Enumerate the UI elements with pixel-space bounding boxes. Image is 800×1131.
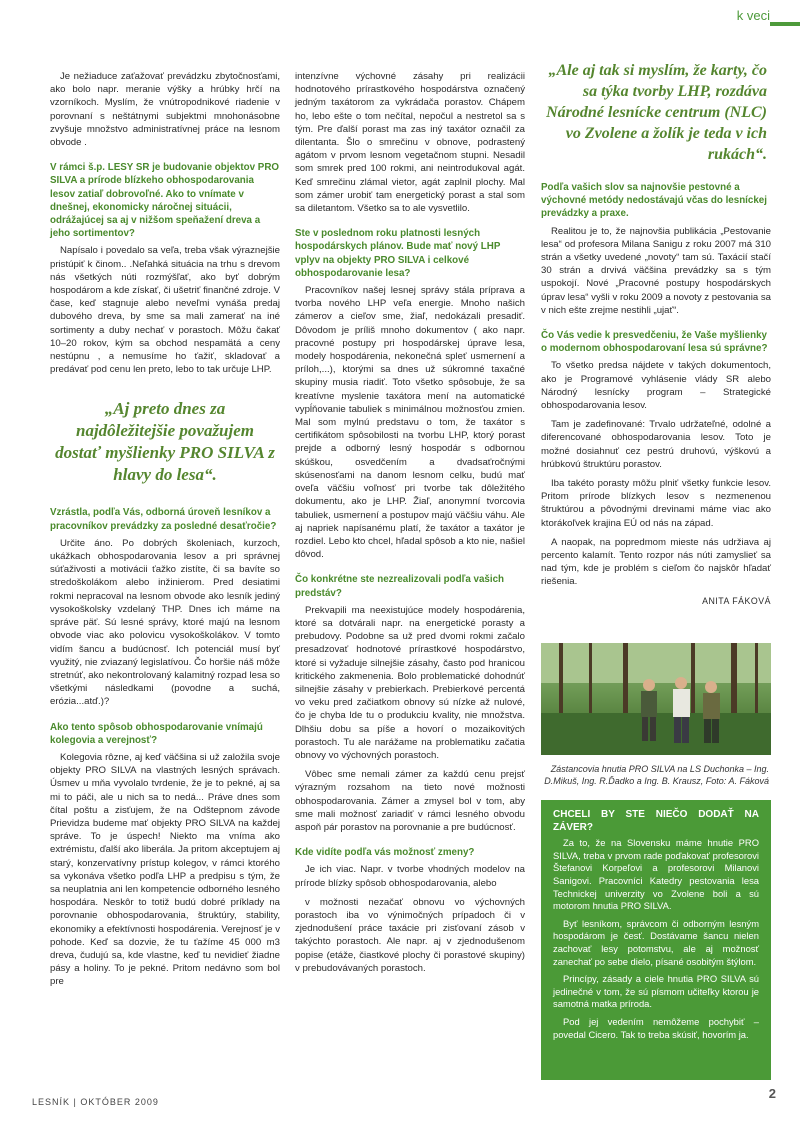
pull-quote: „Ale aj tak si myslím, že karty, čo sa týka tvorby LHP, rozdáva Národné lesnícke centrum (NLC) vo Zvolene a žolík je teda v ich rukách“.	[546, 62, 767, 163]
box-title: CHCELI BY STE NIEČO DODAŤ NA ZÁVER?	[553, 809, 759, 833]
author: ANITA FÁKOVÁ	[702, 595, 771, 606]
question: Podľa vašich slov sa najnovšie pestovné a výchovné metódy nedostávajú včas do lesníckej prevádzky a praxe.	[541, 182, 767, 220]
question: Čo konkrétne ste nezrealizovali podľa vašich predstáv?	[295, 574, 505, 599]
paragraph: Vôbec sme nemali zámer za každú cenu prejsť výrazným rozsahom na tieto nové možnosti obhospodarovania. Zámer a zmysel bol v tom, aby sme mali možnosť zariadiť v rámci lesného obvodu aspoň pár porastov na porovnanie a pre budúcnosť.	[295, 769, 525, 833]
paragraph: Prekvapili ma neexistujúce modely hospodárenia, ktoré sa dotvárali napr. na energetické porasty a prebudovy. Podobne sa už pred dvomi rokmi začalo presadzovať hodnotové prírastkové hospodárstvo, ktoré si vyžaduje silnejšie zásahy, často pod hranicou kritického zakmenenia. Bolo problematické dohodnúť silnejšie zásahy v prebierkach. Prebierkové percentá vo veku pred začiatkom obnovy sú nízke až nulové, čo je chyba lde tu o produkciu kvality, nie množstva. Dlhšiu dobu sa píše a hovorí o mozaikovitých porastoch. Tu ale narážame na problematiku začatia obnovy vo výchovných porastoch.	[295, 604, 525, 761]
question: Ste v poslednom roku platnosti lesných hospodárskych plánov. Bude mať nový LHP vplyv na objekty PRO SILVA i celkové obhospodarovanie lesa?	[295, 228, 501, 279]
box-paragraph: Byť lesníkom, správcom či odborným lesným hospodárom je česť. Dostávame šancu nielen zachovať lesy potomstvu, ale aj možnosť zanechať po sebe dielo, písané osobitým štýlom.	[553, 917, 759, 967]
paragraph: Je nežiaduce zaťažovať prevádzku zbytočnosťami, ako bolo napr. meranie výšky a hrúbky hrčí na vzorníkoch. Myslím, že vnútropodnikové riadenie v porovnaní s neštátnymi subjektmi mnohonásobne zvyšuje množstvo administratívnej práce na lesnom obvode .	[50, 71, 280, 149]
paragraph: Je ich viac. Napr. v tvorbe vhodných modelov na prírode blízky spôsob obhospodarovania, alebo	[295, 864, 525, 889]
question: V rámci š.p. LESY SR je budovanie objektov PRO SILVA a prírode blízkeho obhospodarovania lesov zatiaľ dobrovoľné. Ako to vnímate v dnešnej, ekonomicky náročnej situácii, odrážajúcej sa aj v nižšom speňažení dreva a jeho sortimentov?	[50, 162, 280, 240]
section-tag	[737, 8, 770, 23]
paragraph: To všetko predsa nájdete v takých dokumentoch, ako je Programové vyhlásenie vlády SR alebo Národný lesnícky program – Strategické obhospodarovania lesov.	[541, 360, 771, 412]
paragraph: intenzívne výchovné zásahy pri realizácii hodnotového prírastkového hospodárstva označený jedným taxátorom za vykrádača porastov. Chápem ho, lebo ešte o tom nečítal, nepočul a nestretol sa s tým. Pre ďalší porast ma zas iný taxátor označil za dilentanta. Šlo o smrečinu v obnove, podrastený agátom v prvom lesnom vegetačnom stupni. Nesadil som smrek pred 100 rokmi, ani neintrodukoval agát. Keď smrečinu zlámal vietor, agát zaplnil plochy. Mal som zámer urobiť tam energetický porast a stal som sa diletantom. Všetko sa to ale vysvetlilo.	[295, 71, 525, 215]
box-paragraph: Pod jej vedením nemôžeme pochybiť – povedal Cicero. Tak to treba skúsiť, hovorím ja.	[553, 1015, 759, 1040]
question: Ako tento spôsob obhospodarovanie vnímajú kolegovia a verejnosť?	[50, 721, 263, 746]
paragraph: Iba takéto porasty môžu plniť všetky funkcie lesov. Pritom prírode blízkych lesov s nezmenenou štruktúrou a pôvodnými drevinami máme viac ako ktorákoľvek krajina EÚ od nás na západ.	[541, 478, 771, 529]
page-number: 2	[768, 1086, 776, 1101]
paragraph: A naopak, na popredmom mieste nás udržiava aj percento kalamít. Tento rozpor nás núti zamyslieť sa nad tým, kde je problém s cieľom čo najskôr hľadať riešenia.	[541, 536, 771, 588]
forest-photo	[541, 643, 771, 755]
paragraph: Realitou je to, že najnovšia publikácia „Pestovanie lesa“ od profesora Milana Sanigu z roku 2007 má 310 strán a všetky uvedené „novoty“ tam sú. Taxácií stačí 30 strán a drvivá väčšina prevádzky sa s tým uspokojí. Nové „Pracovné postupy hospodárskych úprav lesa“ vyšli v roku 2009 a novoty z pestovania sa v nich ešte zrejme nestihli „ujať“.	[541, 225, 771, 316]
paragraph: Napísalo i povedalo sa veľa, treba však výraznejšie pristúpiť k činom.. .Neľahká situácia na trhu s drevom nás všetkých núti rozmýšľať, ako byť dobrým hospodárom a kde získať, či ušetriť finančné zdroje. V čase, keď stagnuje alebo neveľmi vynáša predaj dubového dreva, by sme sa mali zamerať na iné sortimenty a duby nechať v porastoch. Môžu čakať 10–20 rokov, kým sa obchod nespamätá a ceny nestúpnu , a nemusíme ho ťažiť, skladovať a predávať pod cenu len preto, lebo to tak určuje LHP.	[50, 245, 280, 376]
column-2	[295, 70, 525, 981]
paragraph: v možnosti nezačať obnovu vo výchovných porastoch iba vo výnimočných prípadoch či v zjednodušení práce taxácie pri zisťovaní zásob v takýchto porastoch. Ale napr. aj v zjednodušenom popise (etáže, čiastkové plochy či porastové skupiny) v prebudovávaných porastoch.	[295, 896, 525, 974]
question: Čo Vás vedie k presvedčeniu, že Vaše myšlienky o modernom obhospodarovaní lesa sú správne?	[541, 330, 768, 355]
closing-box	[541, 800, 771, 1080]
paragraph: Pracovníkov našej lesnej správy stála príprava a tvorba nového LHP veľa energie. Mnoho našich zámerov a cieľov sme, žiaľ, nedokázali presadiť. Dôvodom je príliš mnoho dokumentov ( ako napr. pracovné postupy pri hospodárskej úprave lesa, modely hospodárenia, nekonečná spleť usmernení a príloh,...), ktorými sa dnes už súkromné taxačné skupiny musia riadiť. Toto všetko spôsobuje, že sa kreatívne myslenie taxátora mení na automatické vypĺňovanie tabuliek s minimálnou možnosťou zmien. Mal som mylnú predstavu o tom, že taxátor s certifikátom spôsobilosti na tvorbu LHP, ktorý porast prejde a odborný lesný hospodár s odbornou skúškou, osvedčením a dvadsaťročnými skúsenosťami na danom lesnom celku, budú mať oveľa väčšiu voľnosť pri tvorbe tak dôležitého dokumentu, ako je LHP. Žiaľ, anonymní tvorcovia tabuliek, usmernení a postupov majú väčšiu váhu. Ale aj napriek napísanému platí, že taxátor a taxátor je rozdiel. Lebo kto chcel, hľadal spôsob a kto nie, našiel dôvod.	[295, 285, 525, 561]
paragraph: Určite áno. Po dobrých školeniach, kurzoch, ukážkach obhospodarovania lesov a pri správnej súťaživosti a motivácii ťažko zistíte, či sa bavíte so stredoškolákom alebo inžinierom. Pred desiatimi rokmi nepracoval na lesnom obvode ako lesník jediný vysokoškolsky vzdelaný THP. Dnes ich máme na správe päť. Sú lesné správy, ktoré majú na lesnom obvode viac ako polovicu vysokoškolákov. V tomto vidím šancu a budúcnosť. Ich potenciál musí byť využitý, nie zviazaný legislatívou. Čo horšie náš môže stretnúť, ako nekontrolovaný kalamitný rozpad lesa so všetkými následkami (povodne a suchá, erózia...atď.)?	[50, 537, 280, 708]
paragraph: Tam je zadefinované: Trvalo udržateľné, odolné a diferencované obhospodarovania lesov. Toto je možné dosiahnuť cez pestrú druhovú, výškovú a hrúbkovú štruktúru porastov.	[541, 419, 771, 470]
question: Vzrástla, podľa Vás, odborná úroveň lesníkov a pracovníkov prevádzky za posledné desaťročie?	[50, 507, 277, 532]
column-3	[541, 60, 771, 608]
section-label: k veci	[736, 8, 770, 23]
section-bar	[770, 22, 800, 26]
footer-magazine: LESNÍK | OKTÓBER 2009	[32, 1097, 159, 1107]
column-1	[50, 70, 280, 995]
pull-quote: „Aj preto dnes za najdôležitejšie považujem dostať myšlienky PRO SILVA z hlavy do lesa“.	[55, 399, 275, 485]
photo-caption: Zástancovia hnutia PRO SILVA na LS Duchonka – Ing. D.Mikuš, Ing. R.Ďadko a Ing. B. Krausz, Foto: A. Fáková	[544, 764, 769, 786]
box-paragraph: Za to, že na Slovensku máme hnutie PRO SILVA, treba v prvom rade poďakovať profesorovi Štefanovi Korpeľovi a profesorovi Milanovi Sanigovi. Pracovníci Katedry pestovania lesa Technickej univerzity vo Zvolene boli a sú motorom hnutia PRO SILVA.	[553, 837, 759, 912]
photo-illustration	[541, 643, 771, 755]
box-paragraph: Princípy, zásady a ciele hnutia PRO SILVA sú jedinečné v tom, že sú písmom učiteľky ktorou je samotná matka príroda.	[553, 973, 759, 1010]
paragraph: Kolegovia rôzne, aj keď väčšina si už založila svoje objekty PRO SILVA na vlastných lesných správach. Úsmev u mňa vyvolalo tvrdenie, že je to pekné, aj sa mi to páči, ale u nich sa to nedá... Práve dnes som čítal poštu a zisťujem, že na Odštepnom závode Prievidza budeme mať objekty PRO SILVA na každej správe. To je úspech! Niekto ma vníma ako extrémistu, ďalší ako liberála. Ja pritom akceptujem aj starý, konzervatívny prístup kolegov, v rámci ktorého sa vykonáva všetko podľa LHP a predpisu s tým, že sa neuplatnia ani len kompetencie odborného lesného hospodára. Neskôr to totiž budú dobré príklady na porovnanie obhospodarovania, štruktúry, stability, ekonomiky a efektívnosti hospodárenia. Verejnosť je v pohode. Keď sa dozvie, že tu ťažíme 45 000 m3 dreva, čudujú sa, kde vlastne, keď tu nevidieť žiadne pásy a holiny. To je pekné. Pritom nedávno som bol pre	[50, 751, 280, 988]
question: Kde vidíte podľa vás možnosť zmeny?	[295, 847, 475, 859]
